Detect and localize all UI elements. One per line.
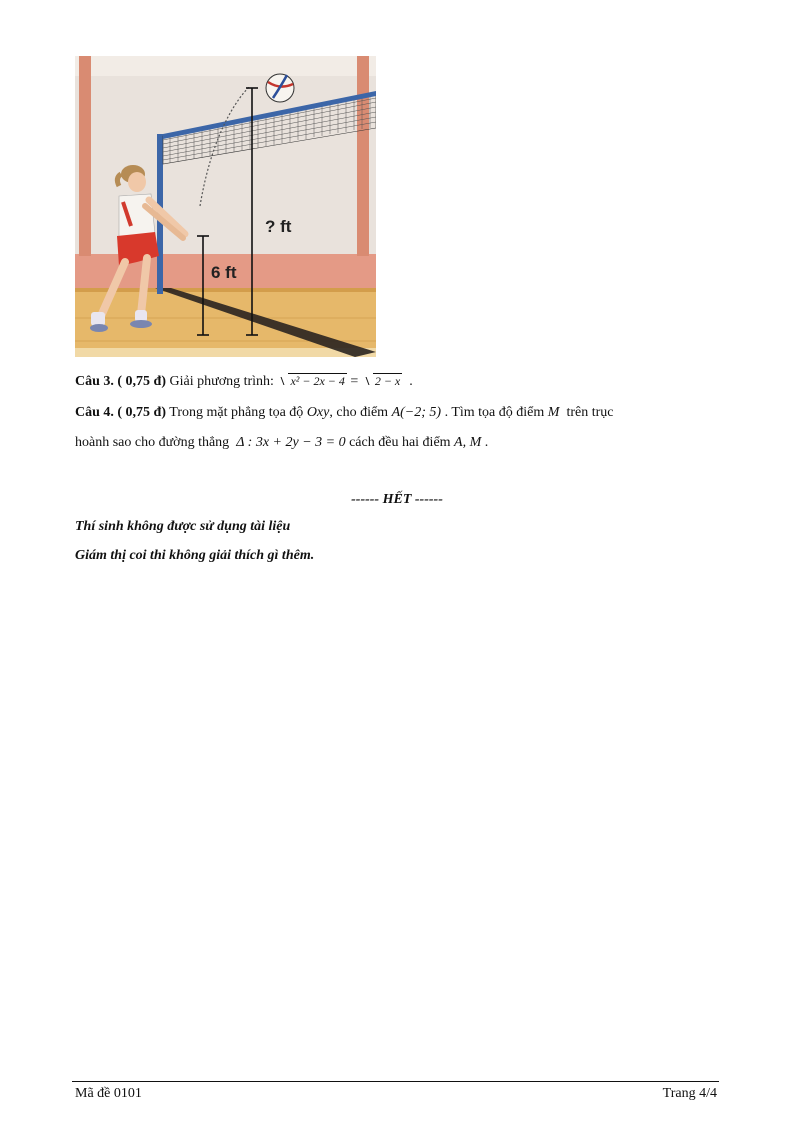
question-4-text-3: . Tìm tọa độ điểm [444, 405, 545, 420]
equals-sign: = [350, 374, 359, 389]
note-no-materials: Thí sinh không được sử dụng tài liệu [75, 519, 291, 534]
point-m: M [547, 405, 560, 420]
question-4-text-4: trên trục [566, 405, 614, 420]
ball-icon [266, 74, 294, 102]
volleyball-figure [75, 56, 376, 357]
footer-divider [72, 1081, 719, 1082]
sqrt-rhs [364, 371, 402, 392]
question-4-text-1: Trong mặt phẳng tọa độ [169, 405, 304, 420]
note-no-explanation: Giám thị coi thi không giải thích gì thêm. [75, 548, 315, 563]
oxy-symbol: Oxy [306, 405, 330, 420]
exam-code: Mã đề 0101 [75, 1086, 142, 1101]
question-3 [75, 371, 718, 392]
question-3-text: Giải phương trình: [169, 374, 274, 389]
sqrt-lhs [279, 371, 346, 392]
question-4-line-1 [75, 403, 718, 423]
point-a: A(−2; 5) [391, 405, 442, 420]
page-number: Trang 4/4 [662, 1086, 717, 1101]
question-4-text-6: cách đều hai điểm [349, 435, 451, 450]
end-marker: ------ HẾT ------ [351, 492, 443, 507]
question-4-line-2 [75, 433, 718, 453]
known-height-label: 6 ft [211, 263, 237, 282]
line-equation: Δ : 3x + 2y − 3 = 0 [236, 435, 346, 450]
question-4-text-2: , cho điểm [329, 405, 389, 420]
question-4-label: Câu 4. ( 0,75 đ) [75, 405, 167, 420]
radicand-rhs: 2 − x [374, 374, 401, 388]
question-3-end: . [409, 374, 413, 389]
question-4-end: . [484, 435, 489, 450]
points-am: A, M [454, 435, 482, 450]
unknown-height-label: ? ft [265, 217, 292, 236]
radicand-lhs: x² − 2x − 4 [290, 374, 345, 388]
question-4-text-5: hoành sao cho đường thẳng [75, 435, 230, 450]
question-3-label: Câu 3. ( 0,75 đ) [75, 374, 167, 389]
